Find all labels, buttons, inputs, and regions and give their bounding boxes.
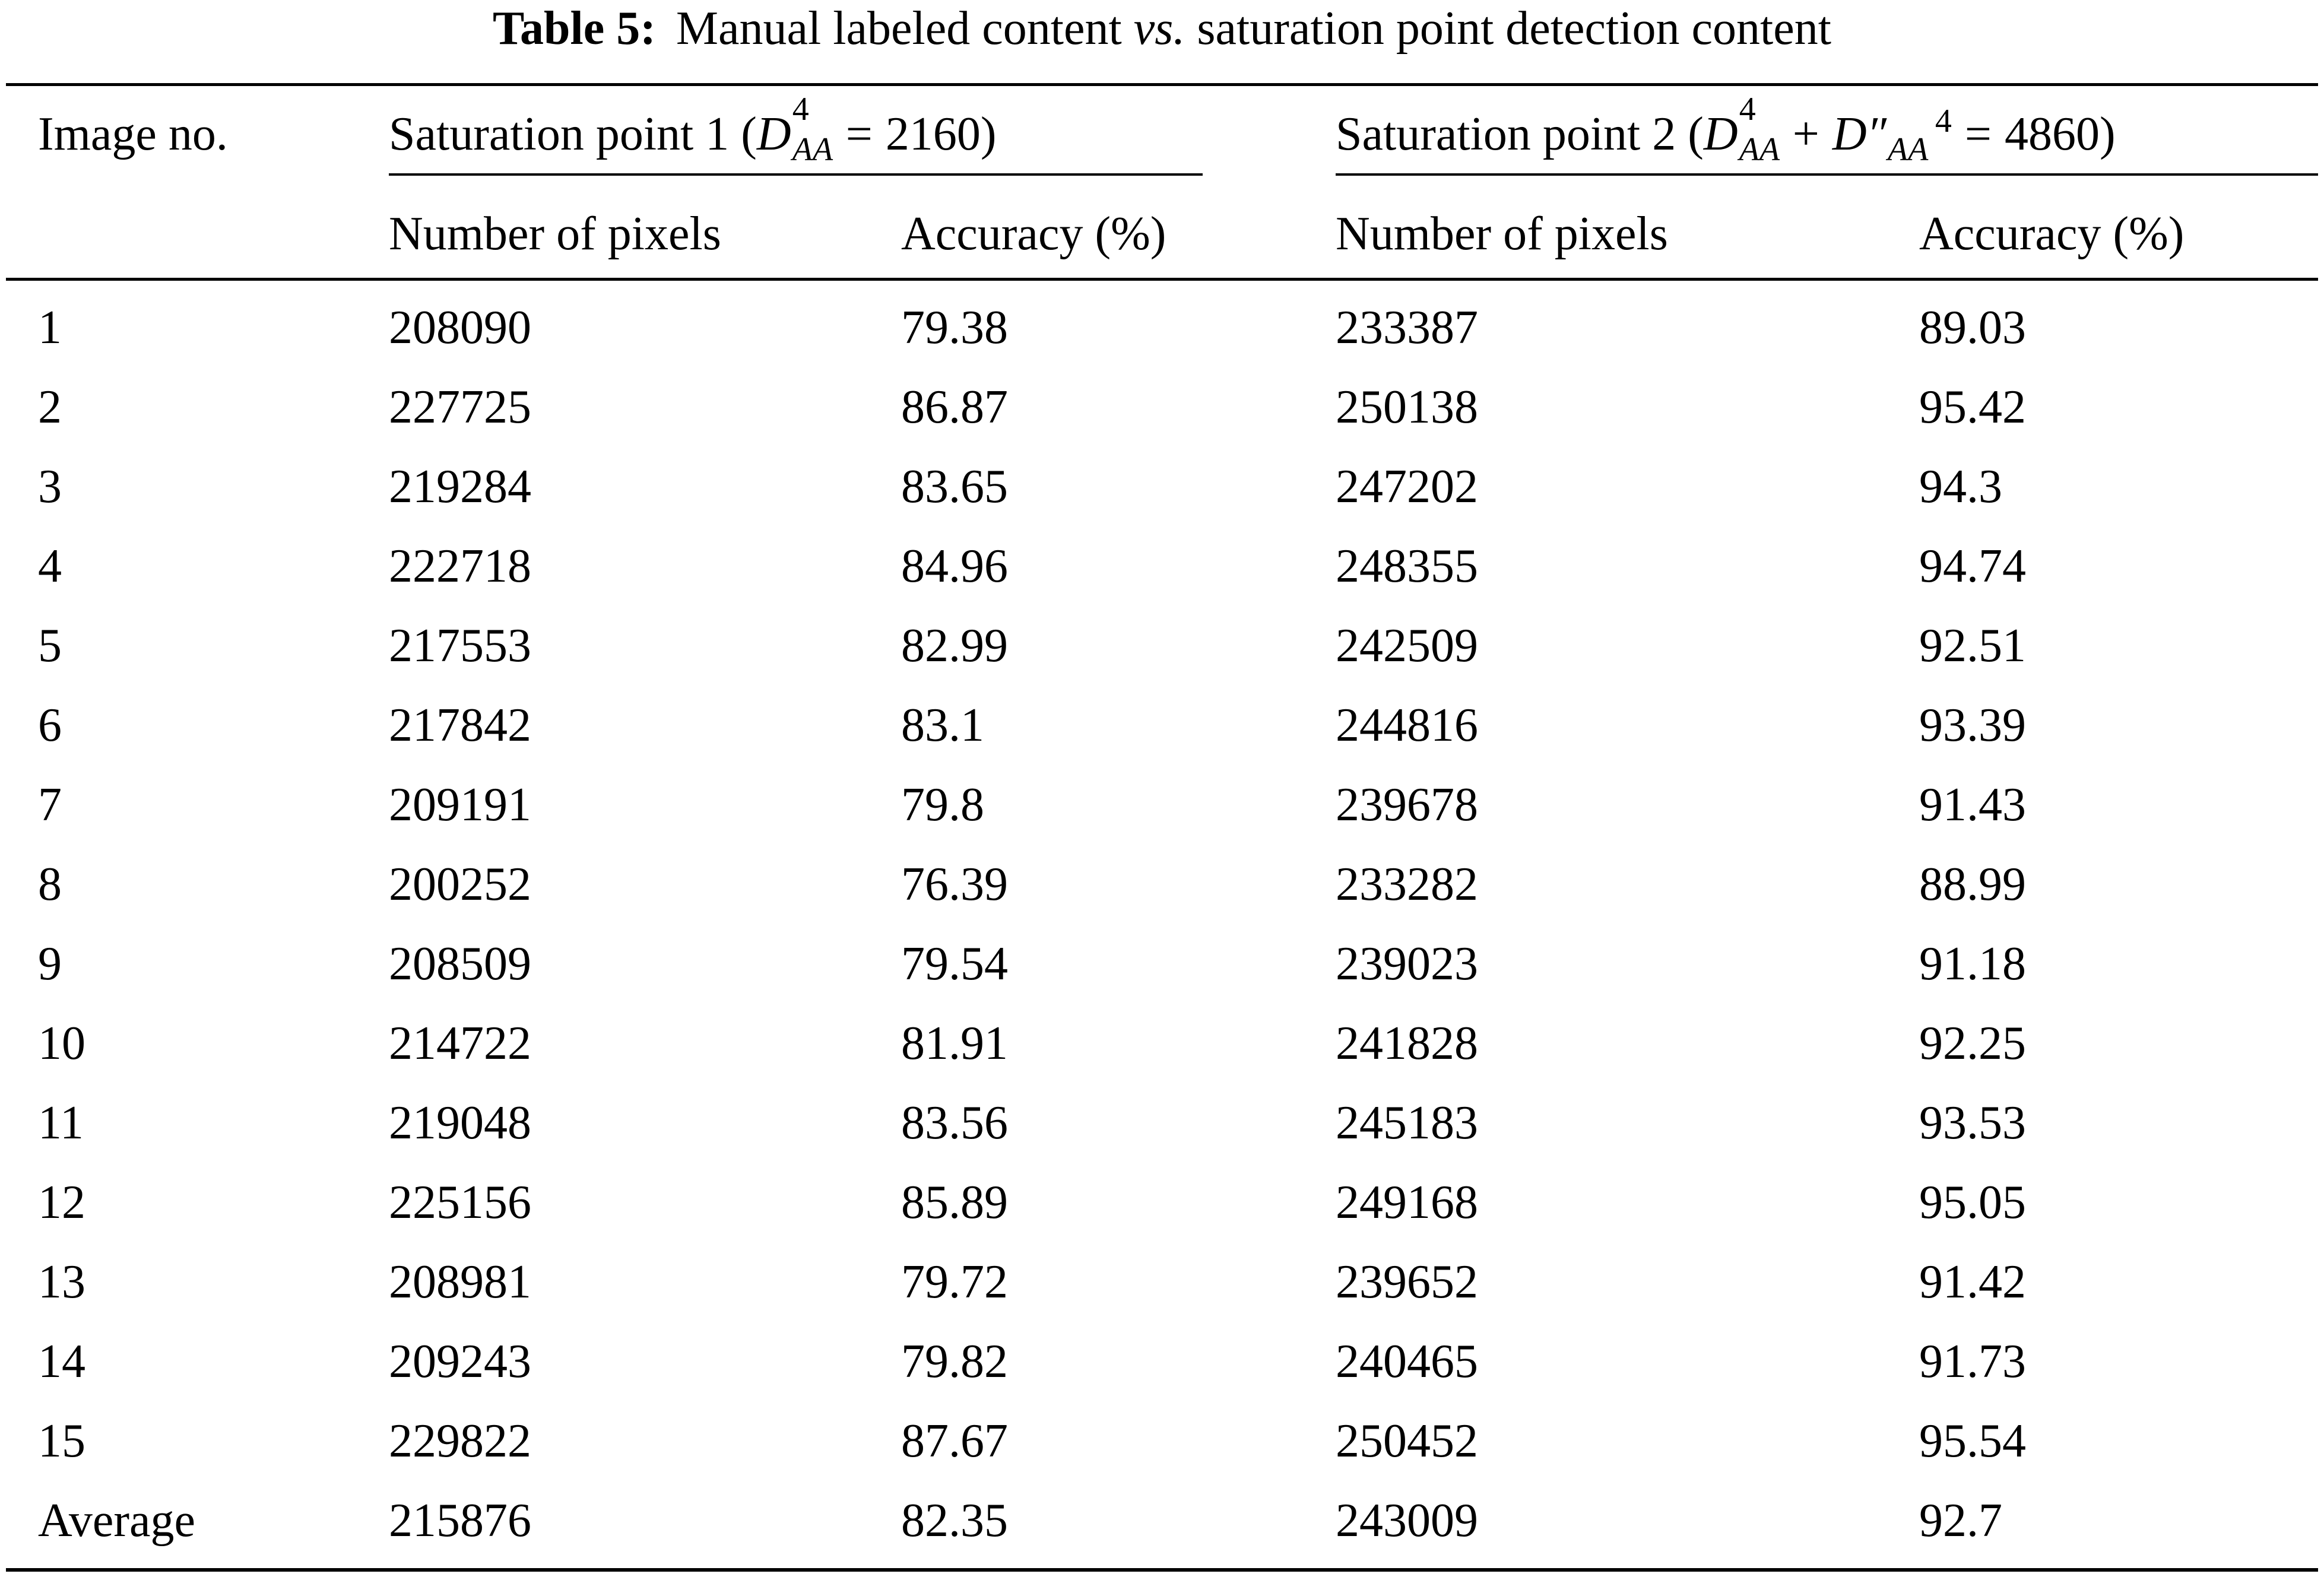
group2-equals: = [1964,108,1992,160]
caption-text-before: Manual labeled content [676,2,1122,55]
table-row [0,684,2324,763]
cell-pixels-2: 248355 [1336,540,1478,592]
group-1-underline [389,173,1203,176]
cell-accuracy-2: 95.42 [1919,381,2026,433]
table-row [0,604,2324,684]
group2-sup2: 4 [1935,103,1952,139]
table-row [0,843,2324,922]
cell-pixels-1: 200252 [389,858,531,910]
cell-accuracy-2: 91.43 [1919,779,2026,831]
header-pixels-2: Number of pixels [1336,208,1668,260]
caption-text-after: saturation point detection content [1197,2,1831,55]
group1-label: Saturation point 1 ( [389,108,757,160]
group2-supsub-1 [1738,91,1780,168]
top-rule [6,83,2318,86]
cell-image-no: 4 [38,540,62,592]
group2-var2: D″ [1832,108,1887,160]
cell-accuracy-1: 83.65 [901,461,1008,513]
cell-accuracy-1: 79.38 [901,302,1008,354]
group2-value: 4860) [2005,108,2116,160]
table-row [0,763,2324,843]
cell-image-no: 13 [38,1256,85,1308]
cell-accuracy-1: 79.72 [901,1256,1008,1308]
header-rule [6,278,2318,281]
caption-label: Table 5: [493,2,656,55]
cell-accuracy-1: 84.96 [901,540,1008,592]
cell-pixels-2: 250138 [1336,381,1478,433]
cell-accuracy-2: 92.7 [1919,1494,2002,1547]
cell-pixels-1: 219048 [389,1097,531,1149]
cell-accuracy-2: 89.03 [1919,302,2026,354]
cell-pixels-1: 215876 [389,1494,531,1547]
group2-var1: D [1703,108,1738,160]
table-row [0,1002,2324,1081]
caption-italic-vs: vs. [1133,2,1185,55]
cell-accuracy-2: 91.73 [1919,1335,2026,1388]
cell-pixels-2: 239023 [1336,938,1478,990]
cell-accuracy-2: 93.53 [1919,1097,2026,1149]
cell-pixels-1: 217553 [389,620,531,672]
cell-accuracy-2: 94.74 [1919,540,2026,592]
cell-pixels-2: 249168 [1336,1176,1478,1229]
cell-pixels-1: 208981 [389,1256,531,1308]
cell-image-no: 7 [38,779,62,831]
cell-pixels-1: 214722 [389,1017,531,1070]
cell-image-no: 3 [38,461,62,513]
group-2-underline [1336,173,2318,176]
cell-pixels-2: 247202 [1336,461,1478,513]
cell-pixels-2: 233387 [1336,302,1478,354]
header-image-no: Image no. [38,108,228,160]
cell-image-no: 8 [38,858,62,910]
group2-plus: + [1792,108,1819,160]
cell-pixels-2: 245183 [1336,1097,1478,1149]
group2-sup1: 4 [1739,91,1756,128]
cell-image-no: 6 [38,699,62,751]
cell-pixels-1: 222718 [389,540,531,592]
cell-accuracy-1: 86.87 [901,381,1008,433]
cell-accuracy-2: 93.39 [1919,699,2026,751]
cell-pixels-1: 227725 [389,381,531,433]
table-caption [0,0,2324,65]
group1-value: 2160) [885,108,997,160]
cell-accuracy-2: 92.51 [1919,620,2026,672]
table-row [0,1081,2324,1161]
group1-equals: = [845,108,873,160]
cell-pixels-1: 217842 [389,699,531,751]
header-group-1 [389,91,997,168]
cell-accuracy-2: 92.25 [1919,1017,2026,1070]
cell-pixels-1: 209191 [389,779,531,831]
cell-accuracy-1: 83.1 [901,699,984,751]
cell-image-no: 15 [38,1415,85,1467]
cell-image-no: Average [38,1494,195,1547]
cell-accuracy-1: 81.91 [901,1017,1008,1070]
cell-pixels-2: 243009 [1336,1494,1478,1547]
cell-accuracy-1: 82.35 [901,1494,1008,1547]
table-row [0,445,2324,525]
cell-pixels-1: 209243 [389,1335,531,1388]
group2-sub2: AA [1887,131,1929,168]
cell-accuracy-2: 91.18 [1919,938,2026,990]
group2-label: Saturation point 2 ( [1336,108,1704,160]
cell-pixels-1: 219284 [389,461,531,513]
group2-sub1: AA [1739,131,1780,168]
cell-pixels-2: 239652 [1336,1256,1478,1308]
cell-pixels-2: 242509 [1336,620,1478,672]
cell-image-no: 1 [38,302,62,354]
table-row [0,286,2324,366]
cell-accuracy-1: 82.99 [901,620,1008,672]
cell-image-no: 12 [38,1176,85,1229]
group1-sup: 4 [792,91,809,128]
cell-accuracy-1: 79.8 [901,779,984,831]
cell-pixels-1: 208090 [389,302,531,354]
table-row [0,366,2324,445]
cell-accuracy-1: 79.54 [901,938,1008,990]
header-group-2 [1336,91,2116,168]
cell-accuracy-1: 79.82 [901,1335,1008,1388]
table-row [0,1240,2324,1320]
cell-image-no: 10 [38,1017,85,1070]
cell-image-no: 2 [38,381,62,433]
cell-pixels-2: 241828 [1336,1017,1478,1070]
group1-sub: AA [792,131,833,168]
cell-image-no: 11 [38,1097,84,1149]
cell-pixels-2: 233282 [1336,858,1478,910]
header-accuracy-2: Accuracy (%) [1919,208,2185,260]
cell-accuracy-2: 91.42 [1919,1256,2026,1308]
cell-accuracy-1: 76.39 [901,858,1008,910]
cell-pixels-1: 225156 [389,1176,531,1229]
cell-accuracy-1: 83.56 [901,1097,1008,1149]
table-body [0,286,2324,1559]
cell-accuracy-2: 88.99 [1919,858,2026,910]
cell-image-no: 5 [38,620,62,672]
cell-accuracy-1: 85.89 [901,1176,1008,1229]
cell-pixels-1: 229822 [389,1415,531,1467]
cell-image-no: 14 [38,1335,85,1388]
group1-var: D [756,108,791,160]
bottom-rule [6,1568,2318,1572]
table-row [0,525,2324,604]
cell-pixels-2: 239678 [1336,779,1478,831]
cell-pixels-2: 240465 [1336,1335,1478,1388]
cell-pixels-2: 244816 [1336,699,1478,751]
header-pixels-1: Number of pixels [389,208,721,260]
table-row [0,1161,2324,1240]
cell-image-no: 9 [38,938,62,990]
table-row [0,1320,2324,1400]
table-row [0,922,2324,1002]
cell-accuracy-1: 87.67 [901,1415,1008,1467]
table-row [0,1400,2324,1479]
cell-pixels-1: 208509 [389,938,531,990]
header-accuracy-1: Accuracy (%) [901,208,1166,260]
group2-supsub-2 [1887,131,1933,168]
cell-pixels-2: 250452 [1336,1415,1478,1467]
group1-supsub [791,91,833,168]
cell-accuracy-2: 95.05 [1919,1176,2026,1229]
cell-accuracy-2: 95.54 [1919,1415,2026,1467]
cell-accuracy-2: 94.3 [1919,461,2002,513]
table-row [0,1479,2324,1559]
